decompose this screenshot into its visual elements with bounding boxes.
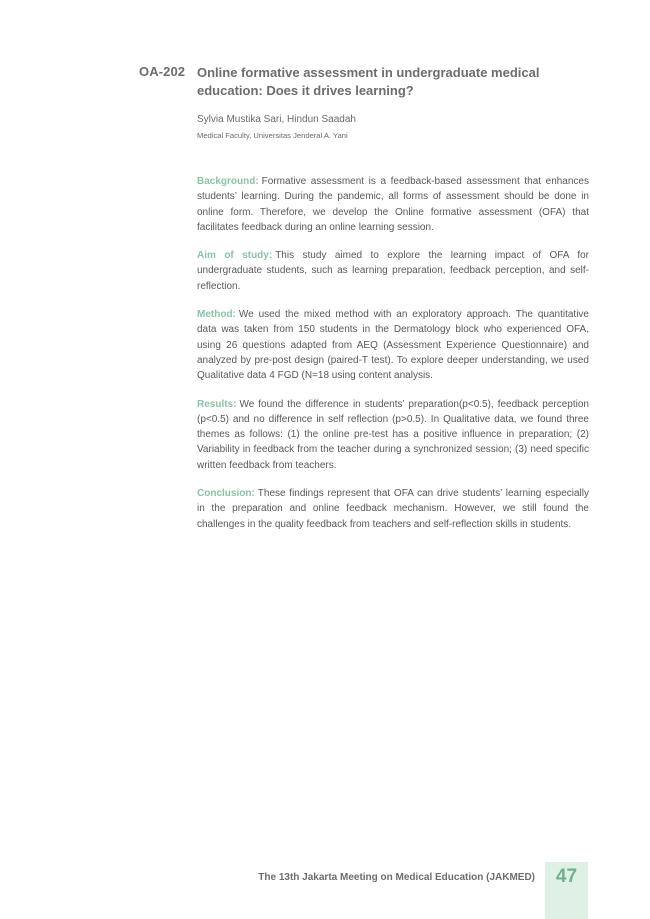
section-method: [197, 307, 589, 383]
abstract-code: OA-202: [139, 64, 186, 79]
section-heading: Conclusion:: [197, 488, 255, 500]
authors: Sylvia Mustika Sari, Hindun Saadah: [197, 114, 356, 125]
footer-conference: The 13th Jakarta Meeting on Medical Education (JAKMED): [258, 872, 535, 883]
section-text: These findings represent that OFA can drive students’ learning especially in the preparation and online feedback mechanism. However, we still found the challenges in the quality feedback from teachers and self-reflection skills in students.: [197, 488, 589, 530]
section-text: We found the difference in students’ preparation(p<0.5), feedback perception (p<0.5) and no difference in self reflection (p>0.5). In Qualitative data, we found three themes as follows: (1) the online pre-test has a positive influence in preparation; (2) Variability in feedback from the teacher during a synchronized session; (3) need specific written feedback from teachers.: [197, 398, 589, 471]
abstract-body: [197, 174, 589, 545]
section-text: Formative assessment is a feedback-based assessment that enhances students’ learning. During the pandemic, all forms of assessment should be done in online form. Therefore, we develop the Online formative assessment (OFA) that facilitates feedback during an online learning session.: [197, 176, 589, 233]
section-conclusion: [197, 486, 589, 532]
section-background: [197, 174, 589, 235]
section-heading: Aim of study:: [197, 250, 273, 262]
page-number: 47: [555, 866, 578, 887]
section-heading: Method:: [197, 309, 236, 321]
section-heading: Background:: [197, 176, 259, 187]
section-heading: Results:: [197, 398, 237, 410]
section-text: We used the mixed method with an exploratory approach. The quantitative data was taken from 150 students in the Dermatology block who experienced OFA, using 26 questions adapted from AEQ (Assessment Experience Questionnaire) and analyzed by pre-post design (paired-T test). To explore deeper understanding, we used Qualitative data 4 FGD (N=18 using content analysis.: [197, 309, 589, 382]
page-number-box: [545, 862, 588, 919]
section-aim: [197, 248, 589, 294]
affiliation: Medical Faculty, Universitas Jenderal A. Yani: [197, 131, 348, 140]
section-text: This study aimed to explore the learning impact of OFA for undergraduate students, such as learning preparation, feedback perception, and self-reflection.: [197, 250, 589, 292]
section-results: [197, 397, 589, 473]
abstract-title: Online formative assessment in undergraduate medical education: Does it drives learning?: [197, 65, 540, 98]
